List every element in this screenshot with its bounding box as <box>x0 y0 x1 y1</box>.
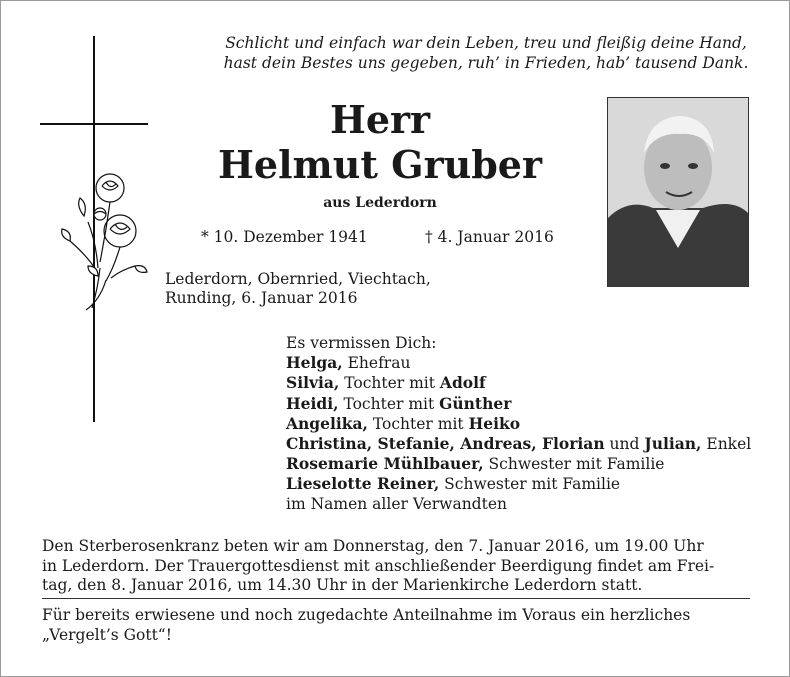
mourner-name: Julian, <box>644 434 702 454</box>
service-line: in Lederdorn. Der Trauergottesdienst mit anschließender Beerdigung findet am Frei- <box>42 556 715 575</box>
verse-line: Schlicht und einfach war dein Leben, treu und fleißig deine Hand, <box>225 34 747 52</box>
thanks-line: „Vergelt’s Gott“! <box>42 625 172 644</box>
verse <box>222 33 750 73</box>
rose-bouquet-icon <box>62 174 147 310</box>
mourner-name: Helga, <box>286 353 343 373</box>
mourner-name: Rosemarie Mühlbauer, <box>286 454 484 474</box>
mourners-list <box>286 334 751 514</box>
mourner-name: Heidi, <box>286 393 339 413</box>
mourner-row <box>286 353 751 373</box>
origin: aus Lederdorn <box>323 195 437 211</box>
mourner-relation: Schwester mit Familie <box>439 475 621 494</box>
mourner-relation: Schwester mit Familie <box>483 455 665 474</box>
mourner-partner: Adolf <box>439 373 486 393</box>
service-info <box>42 537 750 596</box>
mourner-conjunction: und <box>604 435 645 454</box>
mourner-row <box>286 394 751 414</box>
places-date <box>165 270 431 308</box>
mourner-relation: Enkel <box>701 435 752 454</box>
mourner-partner: Günther <box>439 393 512 413</box>
portrait-photo <box>607 97 749 287</box>
places-line: Runding, 6. Januar 2016 <box>165 289 358 307</box>
portrait-silhouette <box>608 98 748 286</box>
mourner-name: Angelika, <box>286 413 368 433</box>
salutation: Herr <box>329 97 431 142</box>
cross-icon <box>40 36 150 422</box>
mourner-relation: Ehefrau <box>342 354 411 373</box>
mourners-closing: im Namen aller Verwandten <box>286 494 507 513</box>
mourner-relation: Tochter mit <box>367 414 469 433</box>
birth-date: * 10. Dezember 1941 <box>201 228 368 246</box>
mourners-intro: Es vermissen Dich: <box>286 334 437 352</box>
mourner-relation: Tochter mit <box>338 394 440 413</box>
deceased-name: Helmut Gruber <box>217 142 542 187</box>
mourner-row <box>286 454 751 474</box>
mourner-name: Silvia, <box>286 373 340 393</box>
service-line: tag, den 8. Januar 2016, um 14.30 Uhr in der Marienkirche Lederdorn statt. <box>42 576 643 594</box>
divider <box>42 598 750 599</box>
mourner-partner: Heiko <box>468 413 521 433</box>
thanks-line: Für bereits erwiesene und noch zugedachte Anteilnahme im Voraus ein herzliches <box>42 606 691 624</box>
death-date: † 4. Januar 2016 <box>425 228 554 246</box>
mourner-row <box>286 434 751 454</box>
places-line: Lederdorn, Obernried, Viechtach, <box>165 270 431 288</box>
mourner-name: Lieselotte Reiner, <box>286 474 440 494</box>
mourner-relation: Tochter mit <box>339 374 440 393</box>
mourner-row <box>286 373 751 393</box>
mourner-row <box>286 474 751 494</box>
mourner-name: Christina, Stefanie, Andreas, Florian <box>286 434 605 454</box>
mourner-row <box>286 414 751 434</box>
thanks-note <box>42 606 750 645</box>
verse-line: hast dein Bestes uns gegeben, ruh’ in Frieden, hab’ tausend Dank. <box>223 54 749 72</box>
service-line: Den Sterberosenkranz beten wir am Donnerstag, den 7. Januar 2016, um 19.00 Uhr <box>42 537 704 555</box>
